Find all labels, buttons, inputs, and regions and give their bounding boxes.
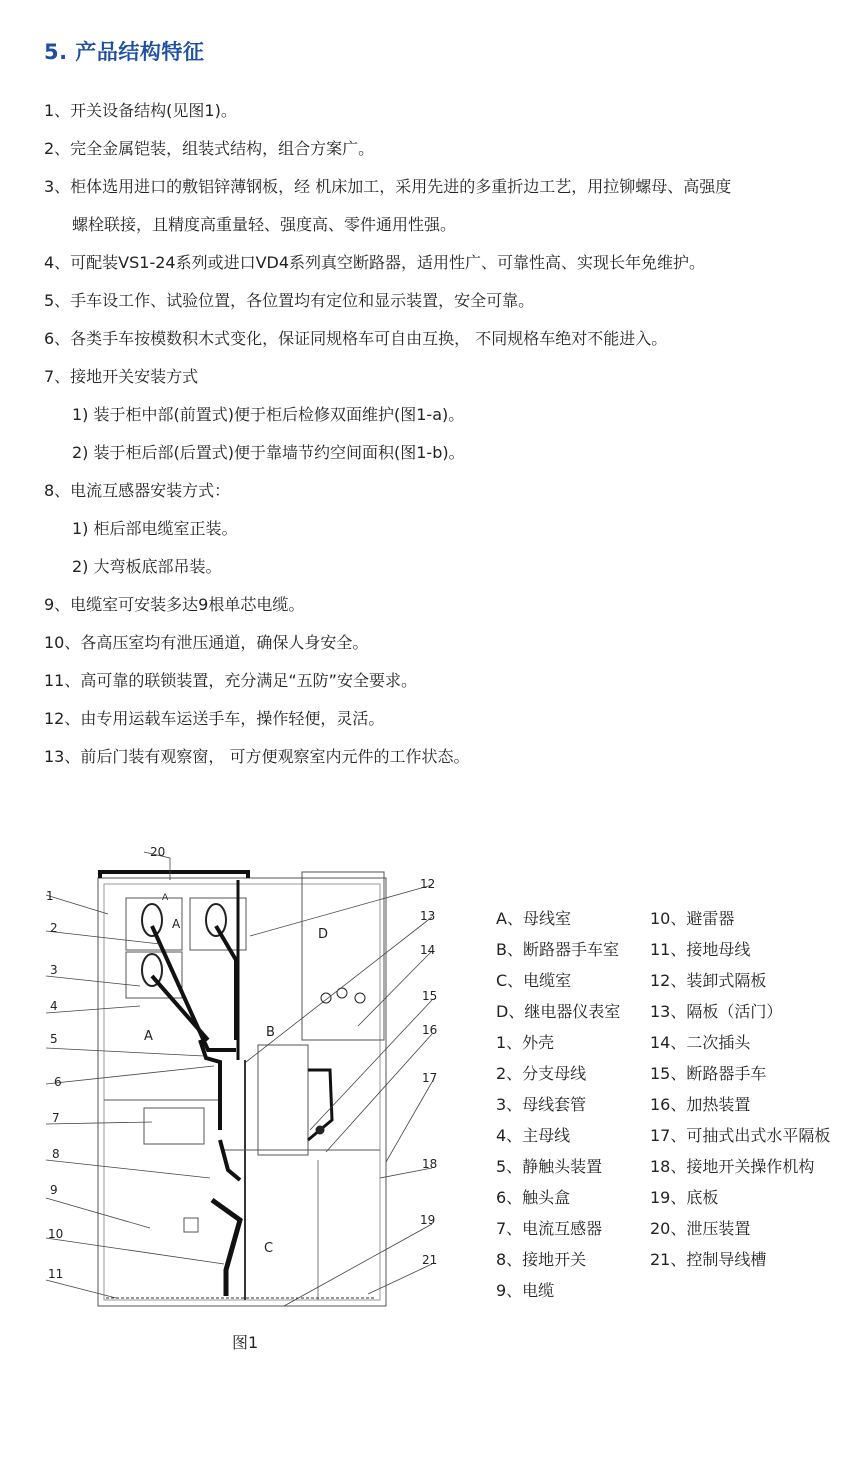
legend-item: A、母线室 bbox=[496, 909, 571, 928]
switchgear-diagram bbox=[40, 840, 460, 1320]
legend-item: 10、避雷器 bbox=[650, 909, 735, 928]
instrument-knob bbox=[355, 993, 365, 1003]
callout-number: 11 bbox=[48, 1267, 64, 1281]
bushing bbox=[206, 904, 226, 936]
legend-item: 1、外壳 bbox=[496, 1033, 555, 1052]
feature-item: 9、电缆室可安装多达9根单芯电缆。 bbox=[44, 595, 305, 614]
relay-room bbox=[302, 872, 384, 1040]
callout-number: 5 bbox=[50, 1032, 58, 1046]
zone-label: B bbox=[266, 1025, 275, 1040]
figure-caption: 图1 bbox=[232, 1333, 259, 1352]
legend-item: 20、泄压装置 bbox=[650, 1219, 751, 1238]
feature-item: 4、可配装VS1-24系列或进口VD4系列真空断路器，适用性广、可靠性高、实现长年免维护。 bbox=[44, 253, 706, 272]
callout-number: 20 bbox=[150, 845, 166, 859]
zone-label: C bbox=[264, 1241, 274, 1256]
feature-subitem: 2) 大弯板底部吊装。 bbox=[72, 557, 222, 576]
feature-subitem: 2) 装于柜后部(后置式)便于靠墙节约空间面积(图1-b)。 bbox=[72, 443, 465, 462]
current-transformer bbox=[144, 1108, 204, 1144]
legend-item: 21、控制导线槽 bbox=[650, 1250, 767, 1269]
callout-number: 6 bbox=[54, 1075, 62, 1089]
feature-item: 13、前后门装有观察窗， 可方便观察室内元件的工作状态。 bbox=[44, 747, 470, 766]
breaker-truck bbox=[258, 1045, 308, 1155]
legend-item: 4、主母线 bbox=[496, 1126, 571, 1145]
callout-number: 13 bbox=[420, 909, 436, 923]
legend-item: 9、电缆 bbox=[496, 1281, 555, 1300]
earthing-switch bbox=[220, 1140, 240, 1180]
callout-number: 21 bbox=[422, 1253, 438, 1267]
legend-item: B、断路器手车室 bbox=[496, 940, 619, 959]
callout-number: 16 bbox=[422, 1023, 438, 1037]
callout-number: 15 bbox=[422, 989, 438, 1003]
callout-number: 7 bbox=[52, 1111, 60, 1125]
feature-item: 10、各高压室均有泄压通道，确保人身安全。 bbox=[44, 633, 369, 652]
callout-number: 2 bbox=[50, 921, 58, 935]
callout-number: 19 bbox=[420, 1213, 436, 1227]
truck-wheel bbox=[316, 1126, 324, 1134]
legend-item: C、电缆室 bbox=[496, 971, 572, 990]
feature-item: 7、接地开关安装方式 bbox=[44, 367, 199, 386]
zone-label: D bbox=[318, 927, 329, 942]
section-title: 5. 产品结构特征 bbox=[44, 40, 205, 64]
legend-item: 5、静触头装置 bbox=[496, 1157, 603, 1176]
pressure-relief bbox=[100, 872, 248, 878]
cable bbox=[212, 1200, 240, 1296]
legend-item: 17、可抽式出式水平隔板 bbox=[650, 1126, 831, 1145]
feature-subitem: 1) 装于柜中部(前置式)便于柜后检修双面维护(图1-a)。 bbox=[72, 405, 465, 424]
legend-item: 13、隔板（活门） bbox=[650, 1002, 783, 1021]
feature-item: 8、电流互感器安装方式： bbox=[44, 481, 231, 500]
legend-item: 14、二次插头 bbox=[650, 1033, 751, 1052]
zone-label: A bbox=[162, 893, 169, 903]
callout-number: 12 bbox=[420, 877, 436, 891]
legend-item: 6、触头盒 bbox=[496, 1188, 571, 1207]
legend-item: 11、接地母线 bbox=[650, 940, 751, 959]
legend-item: D、继电器仪表室 bbox=[496, 1002, 621, 1021]
callout-number: 17 bbox=[422, 1071, 438, 1085]
legend-item: 12、装卸式隔板 bbox=[650, 971, 767, 990]
legend-item: 15、断路器手车 bbox=[650, 1064, 767, 1083]
legend-item: 2、分支母线 bbox=[496, 1064, 587, 1083]
arrester bbox=[184, 1218, 198, 1232]
legend-item: 18、接地开关操作机构 bbox=[650, 1157, 815, 1176]
feature-item: 2、完全金属铠装，组装式结构，组合方案广。 bbox=[44, 139, 375, 158]
feature-item: 11、高可靠的联锁装置，充分满足“五防”安全要求。 bbox=[44, 671, 417, 690]
branch-busbar bbox=[216, 926, 236, 1040]
callout-number: 1 bbox=[46, 889, 54, 903]
feature-subitem: 1) 柜后部电缆室正装。 bbox=[72, 519, 238, 538]
feature-item-continuation: 螺栓联接，且精度高重量轻、强度高、零件通用性强。 bbox=[72, 215, 457, 234]
feature-item: 6、各类手车按模数积木式变化，保证同规格车可自由互换， 不同规格车绝对不能进入。 bbox=[44, 329, 668, 348]
bushing bbox=[142, 904, 162, 936]
feature-item: 3、柜体选用进口的敷铝锌薄钢板，经 机床加工，采用先进的多重折边工艺，用拉铆螺母、高强度 bbox=[44, 177, 732, 196]
contact-box bbox=[200, 1040, 220, 1130]
feature-item: 1、开关设备结构(见图1)。 bbox=[44, 101, 237, 120]
callout-number: 4 bbox=[50, 999, 58, 1013]
legend-item: 8、接地开关 bbox=[496, 1250, 587, 1269]
callout-number: 9 bbox=[50, 1183, 58, 1197]
zone-label: A bbox=[144, 1029, 153, 1044]
feature-item: 12、由专用运载车运送手车，操作轻便，灵活。 bbox=[44, 709, 385, 728]
cabinet-inner-outline bbox=[104, 884, 380, 1300]
callout-number: 14 bbox=[420, 943, 436, 957]
callout-number: 18 bbox=[422, 1157, 438, 1171]
legend-item: 3、母线套管 bbox=[496, 1095, 587, 1114]
legend-item: 16、加热装置 bbox=[650, 1095, 751, 1114]
legend-item: 7、电流互感器 bbox=[496, 1219, 603, 1238]
legend-item: 19、底板 bbox=[650, 1188, 719, 1207]
callout-number: 3 bbox=[50, 963, 58, 977]
callout-number: 10 bbox=[48, 1227, 64, 1241]
instrument-knob bbox=[321, 993, 331, 1003]
callout-number: 8 bbox=[52, 1147, 60, 1161]
zone-label: A bbox=[172, 917, 181, 931]
feature-item: 5、手车设工作、试验位置，各位置均有定位和显示装置，安全可靠。 bbox=[44, 291, 535, 310]
